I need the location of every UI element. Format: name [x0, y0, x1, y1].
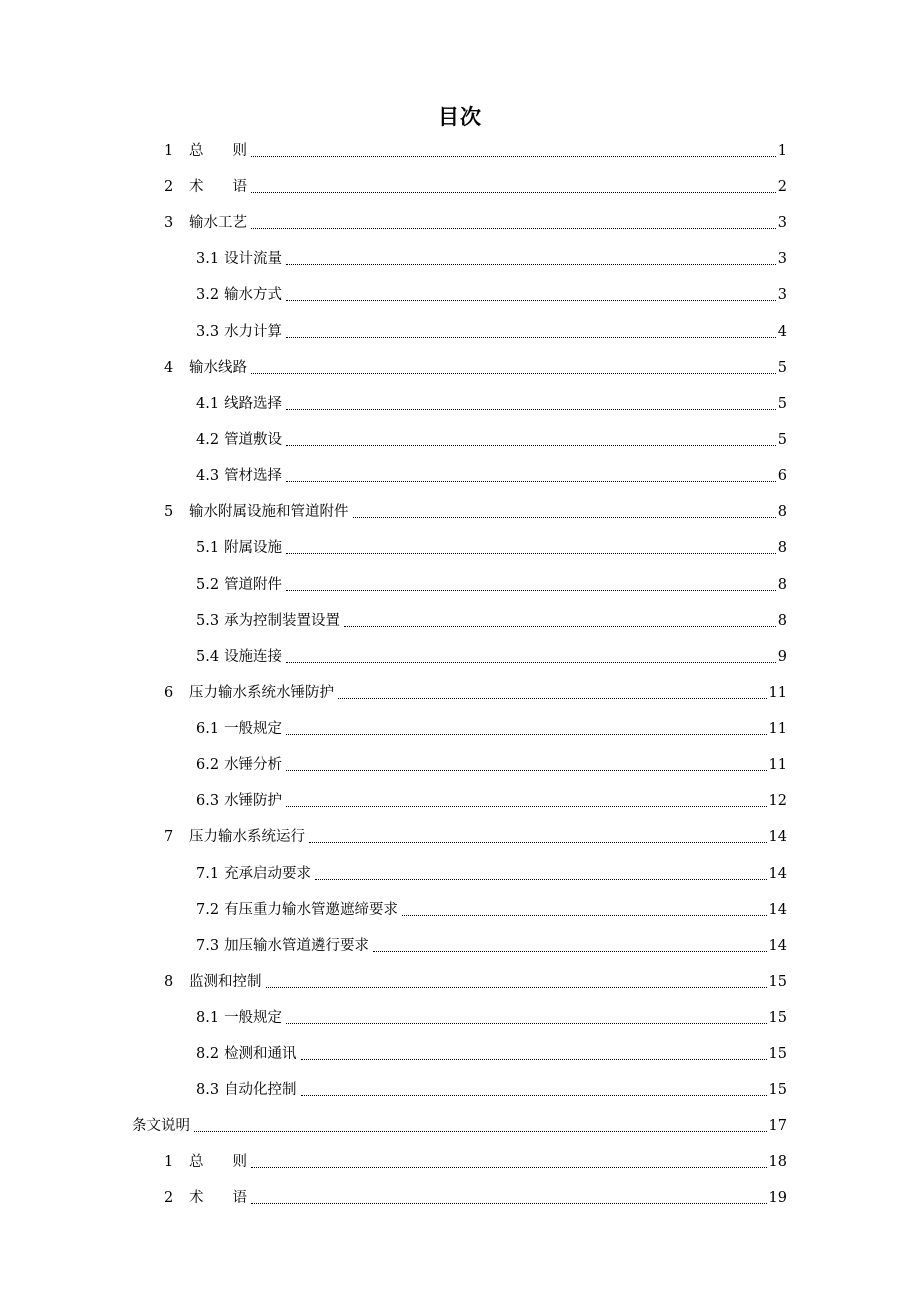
toc-entry-label: 压力输水系统运行 [189, 829, 305, 845]
toc-entry[interactable] [196, 856, 787, 892]
toc-entry[interactable] [196, 603, 787, 639]
toc-entry-page: 15 [768, 1082, 787, 1098]
toc-dot-leader [373, 950, 766, 952]
toc-entry-page: 8 [777, 504, 787, 520]
toc-entry[interactable] [196, 892, 787, 928]
toc-entry[interactable] [164, 169, 787, 205]
toc-entry[interactable] [164, 205, 787, 241]
toc-dot-leader [286, 299, 776, 301]
toc-entry-number: 5.1 [196, 540, 220, 556]
toc-dot-leader [301, 1058, 767, 1060]
toc-entry-number: 1 [164, 1154, 174, 1170]
toc-entry-label: 水锤防护 [224, 793, 283, 809]
toc-entry[interactable] [196, 1036, 787, 1072]
toc-dot-leader [286, 733, 766, 735]
toc-entry-page: 15 [768, 974, 787, 990]
toc-entry-page: 4 [777, 324, 787, 340]
toc-entry-label: 条文说明 [132, 1118, 190, 1134]
toc-entry-page: 15 [768, 1010, 787, 1026]
toc-dot-leader [286, 480, 776, 482]
toc-entry-number: 6.1 [196, 721, 220, 737]
toc-entry-page: 5 [777, 432, 787, 448]
toc-entry-number: 7.3 [196, 938, 220, 954]
toc-entry-page: 11 [768, 757, 787, 773]
toc-dot-leader [286, 805, 766, 807]
toc-dot-leader [338, 697, 767, 699]
toc-dot-leader [194, 1130, 767, 1132]
toc-entry-page: 5 [777, 360, 787, 376]
toc-title: 目次 [438, 105, 482, 129]
toc-entry-page: 3 [777, 215, 787, 231]
toc-entry-number: 6.2 [196, 757, 220, 773]
toc-entry-page: 15 [768, 1046, 787, 1062]
toc-entry[interactable] [164, 819, 787, 855]
toc-dot-leader [266, 986, 767, 988]
toc-entry-page: 12 [768, 793, 787, 809]
toc-entry[interactable] [196, 314, 787, 350]
toc-entry-label: 充承启动要求 [224, 866, 312, 882]
toc-entry-number: 5.4 [196, 649, 220, 665]
toc-dot-leader [251, 227, 776, 229]
toc-entry-page: 6 [777, 468, 787, 484]
toc-dot-leader [402, 914, 766, 916]
toc-entry-page: 14 [768, 829, 787, 845]
toc-entry-page: 11 [768, 685, 787, 701]
toc-entry-number: 1 [164, 143, 174, 159]
toc-entry-label: 一般规定 [224, 1010, 283, 1026]
toc-entry-label: 输水工艺 [189, 215, 247, 231]
toc-dot-leader [251, 372, 776, 374]
toc-entry-number: 8.3 [196, 1082, 220, 1098]
toc-entry-label: 总 则 [189, 143, 247, 159]
toc-entry-number: 3.2 [196, 287, 220, 303]
toc-dot-leader [309, 841, 767, 843]
toc-dot-leader [315, 878, 766, 880]
toc-entry-label: 输水方式 [224, 287, 283, 303]
toc-dot-leader [286, 589, 776, 591]
toc-entry[interactable] [196, 711, 787, 747]
toc-dot-leader [286, 1022, 766, 1024]
toc-entry-page: 14 [768, 902, 787, 918]
toc-entry-page: 18 [768, 1154, 787, 1170]
toc-entry-label: 术 语 [189, 179, 247, 195]
toc-entry[interactable] [196, 1000, 787, 1036]
toc-entry[interactable] [164, 133, 787, 169]
toc-entry-page: 3 [777, 251, 787, 267]
toc-dot-leader [286, 769, 766, 771]
toc-entry[interactable] [196, 639, 787, 675]
toc-entry-number: 2 [164, 179, 174, 195]
toc-entry[interactable] [164, 494, 787, 530]
toc-entry-number: 3 [164, 215, 174, 231]
toc-entry-page: 14 [768, 938, 787, 954]
toc-entry-label: 管材选择 [224, 468, 283, 484]
toc-entry-label: 术 语 [189, 1190, 247, 1206]
toc-entry-number: 5 [164, 504, 174, 520]
toc-entry-page: 3 [777, 287, 787, 303]
toc-entry-label: 附属设施 [224, 540, 283, 556]
toc-entry-number: 4.1 [196, 396, 220, 412]
toc-entry-label: 加压输水管道遴行要求 [224, 938, 370, 954]
toc-entry-number: 6 [164, 685, 174, 701]
toc-dot-leader [344, 625, 776, 627]
toc-entry[interactable] [196, 530, 787, 566]
toc-entry-number: 5.3 [196, 613, 220, 629]
toc-entry-label: 压力输水系统水锤防护 [189, 685, 334, 701]
toc-dot-leader [286, 552, 776, 554]
toc-entry[interactable] [164, 1144, 787, 1180]
toc-entry-page: 11 [768, 721, 787, 737]
toc-entry-page: 17 [768, 1118, 787, 1134]
toc-entry[interactable] [196, 458, 787, 494]
toc-entry-label: 水锤分析 [224, 757, 283, 773]
toc-entry-page: 5 [777, 396, 787, 412]
toc-entry[interactable] [196, 241, 787, 277]
toc-entry-number: 7.1 [196, 866, 220, 882]
toc-dot-leader [301, 1094, 767, 1096]
toc-entry-page: 8 [777, 613, 787, 629]
toc-entry-number: 8 [164, 974, 174, 990]
toc-entry-page: 14 [768, 866, 787, 882]
toc-entry-page: 1 [777, 143, 787, 159]
toc-entry-number: 8.1 [196, 1010, 220, 1026]
toc-entry[interactable] [196, 567, 787, 603]
toc-entry-label: 一般规定 [224, 721, 283, 737]
toc-entry-label: 水力计算 [224, 324, 283, 340]
toc-entry[interactable] [196, 386, 787, 422]
toc-entry-number: 3.3 [196, 324, 220, 340]
toc-entry[interactable] [164, 964, 787, 1000]
toc-entry-number: 2 [164, 1190, 174, 1206]
toc-entry-page: 2 [777, 179, 787, 195]
toc-dot-leader [353, 516, 776, 518]
toc-entry-number: 6.3 [196, 793, 220, 809]
toc-entry-label: 设施连接 [224, 649, 283, 665]
toc-entry[interactable] [164, 675, 787, 711]
toc-entry[interactable] [196, 783, 787, 819]
toc-entry-number: 4.3 [196, 468, 220, 484]
toc-entry-label: 承为控制装置设置 [224, 613, 341, 629]
toc-entry-label: 管道附件 [224, 577, 283, 593]
toc-entry[interactable] [164, 1180, 787, 1216]
toc-entry-label: 管道敷设 [224, 432, 283, 448]
toc-dot-leader [251, 155, 776, 157]
toc-entry[interactable] [164, 350, 787, 386]
toc-entry[interactable] [196, 277, 787, 313]
toc-dot-leader [286, 444, 776, 446]
toc-entry-number: 4 [164, 360, 174, 376]
toc-entry-label: 设计流量 [224, 251, 283, 267]
toc-entry-page: 9 [777, 649, 787, 665]
toc-entry[interactable] [196, 1072, 787, 1108]
toc-entry[interactable] [196, 928, 787, 964]
toc-dot-leader [286, 263, 776, 265]
toc-entry-label: 输水线路 [189, 360, 247, 376]
toc-entry[interactable] [196, 422, 787, 458]
toc-dot-leader [251, 1166, 767, 1168]
toc-dot-leader [286, 408, 776, 410]
toc-dot-leader [251, 191, 776, 193]
toc-dot-leader [286, 336, 776, 338]
toc-entry-page: 19 [768, 1190, 787, 1206]
toc-entry-number: 8.2 [196, 1046, 220, 1062]
toc-entry-number: 7.2 [196, 902, 220, 918]
toc-entry-label: 自动化控制 [224, 1082, 297, 1098]
toc-entry-label: 输水附属设施和管道附件 [189, 504, 349, 520]
toc-entry-label: 总 则 [189, 1154, 247, 1170]
toc-entry-number: 3.1 [196, 251, 220, 267]
toc-entry-number: 7 [164, 829, 174, 845]
toc-entry-label: 监测和控制 [189, 974, 262, 990]
toc-entry-page: 8 [777, 577, 787, 593]
toc-entry-label: 检测和通讯 [224, 1046, 297, 1062]
toc-entry[interactable] [196, 747, 787, 783]
toc-entry-label: 线路选择 [224, 396, 283, 412]
toc-dot-leader [286, 661, 776, 663]
toc-entry-page: 8 [777, 540, 787, 556]
toc-entry-number: 4.2 [196, 432, 220, 448]
toc-dot-leader [251, 1202, 767, 1204]
toc-entry-number: 5.2 [196, 577, 220, 593]
toc-entry[interactable] [132, 1108, 787, 1144]
toc-entry-label: 有压重力输水管邀遮缔要求 [224, 902, 399, 918]
